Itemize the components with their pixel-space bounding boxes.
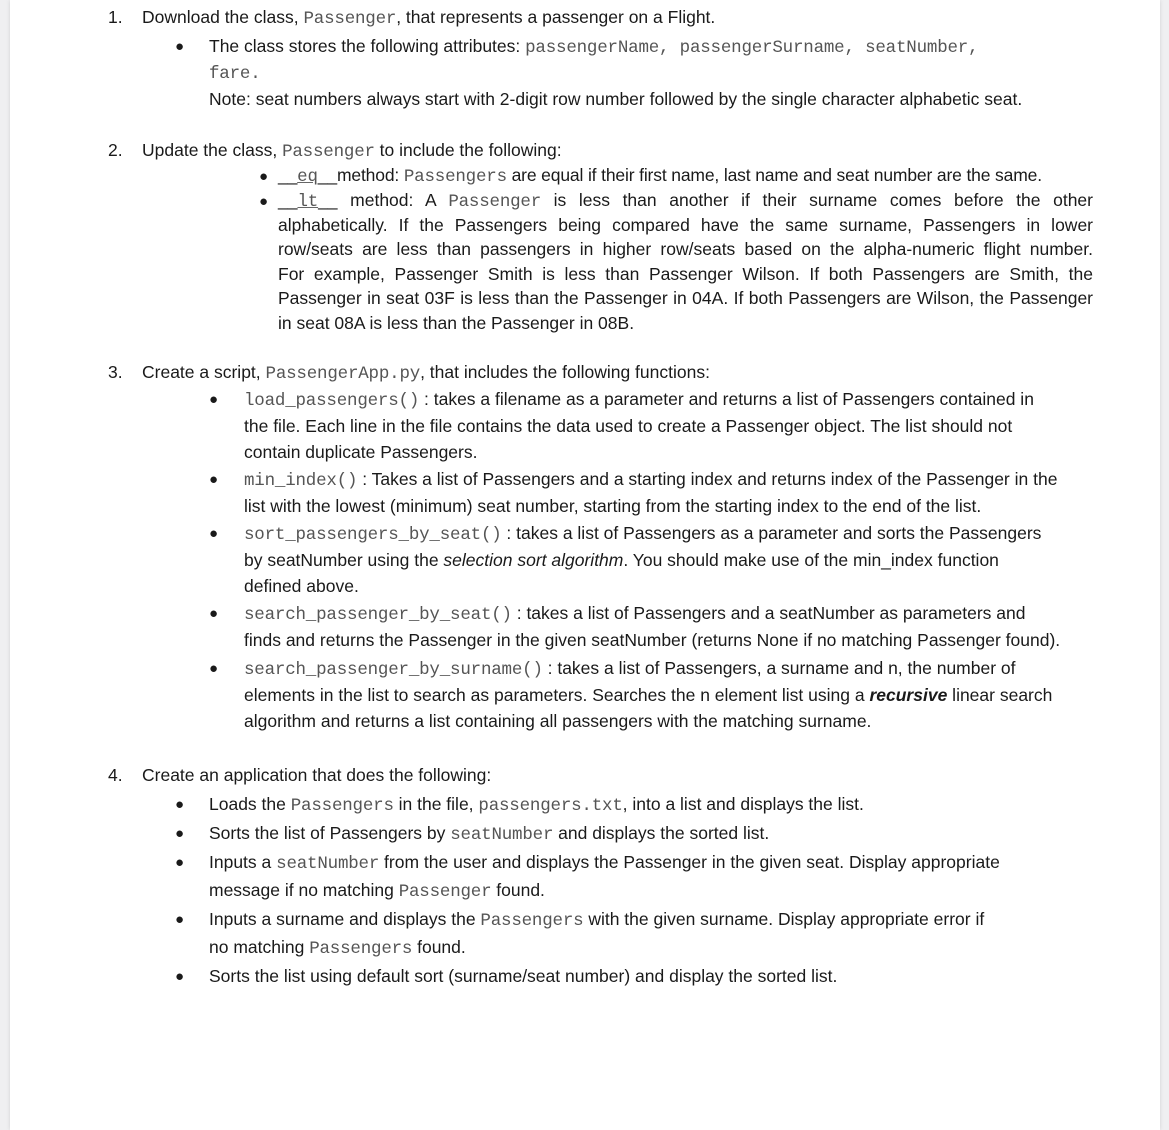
text: , that represents a passenger on a Flight. [396,7,716,27]
text: __ [318,190,338,210]
text-line [244,682,1052,708]
text: Loads the [209,794,291,814]
function-search-passenger-by-seat [244,600,1025,628]
text: The class stores the following attributes: [209,36,526,56]
list-item-continued [209,877,545,905]
text: Download the class, [142,7,304,27]
code-text: Passenger [398,882,492,902]
text: __ [278,190,298,210]
text: and displays the sorted list. [553,823,770,843]
code-text: search_passenger_by_seat() [244,605,512,625]
list-item [209,791,864,819]
text-line: For example, Passenger Smith is less than Passenger Wilson. If both Passengers are Smith, the [278,263,1093,284]
text: Sorts the list of Passengers by [209,823,451,843]
text: : takes a list of Passengers and a seatNumber as parameters and [511,603,1026,623]
section-heading [142,7,715,29]
bullet-icon: ● [209,605,219,622]
text: found. [412,937,466,957]
code-text: sort_passengers_by_seat() [244,525,502,545]
section-heading [142,140,562,162]
bullet-icon: ● [209,471,219,488]
list-item-continued [209,59,261,87]
text: : takes a filename as a parameter and returns a list of Passengers contained in [419,389,1034,409]
text: in the file, [393,794,479,814]
text: . You should make use of the min_index function [623,550,999,570]
text: found. [491,880,545,900]
code-text: passengerName, passengerSurname, seatNumber, [525,38,979,58]
text: is less than another if their surname comes before the other [541,190,1093,210]
document-page [10,0,1160,1130]
bullet-icon: ● [175,38,185,55]
text: linear search [947,685,1053,705]
text: with the given surname. Display appropriate error if [583,909,985,929]
function-search-passenger-by-surname [244,655,1016,683]
bold-italic-text: recursive [869,685,948,705]
bullet-icon: ● [175,911,185,928]
code-text: fare. [209,64,261,84]
bullet-icon: ● [175,796,185,813]
bullet-icon: ● [175,854,185,871]
text: Update the class, [142,140,283,160]
code-text: search_passenger_by_surname() [244,660,543,680]
text-line: finds and returns the Passenger in the given seatNumber (returns None if no matching Passenger found). [244,630,1061,650]
text: Inputs a surname and displays the [209,909,481,929]
function-sort-passengers-by-seat [244,520,1041,548]
code-text: eq [297,167,318,187]
code-text: seatNumber [450,825,554,845]
text: : takes a list of Passengers, a surname and n, the number of [542,658,1016,678]
code-text: Passengers [309,939,413,959]
function-min-index [244,466,1057,494]
text-line: contain duplicate Passengers. [244,442,478,462]
section-number: 2. [108,140,123,160]
text: to include the following: [374,140,562,160]
text-line: row/seats are less than passengers in higher row/seats based on the alpha-numeric flight number. [278,239,1093,259]
list-item [209,820,769,848]
list-item [209,849,1000,877]
list-item: Sorts the list using default sort (surname/seat number) and display the sorted list. [209,966,838,986]
code-text: passengers.txt [478,796,623,816]
text: are equal if their first name, last name and seat number are the same. [506,165,1042,185]
code-text: Passenger [448,192,542,212]
bullet-icon: ● [209,391,219,408]
text-line: alphabetically. If the Passengers being compared have the same surname, Passengers in lower [278,214,1093,235]
text: Inputs a [209,852,277,872]
bullet-icon: ● [175,968,185,985]
code-text: Passenger [282,142,375,162]
bullet-icon: ● [259,193,269,210]
list-item-continued [209,934,466,962]
bullet-icon: ● [209,525,219,542]
text: : takes a list of Passengers as a parameter and sorts the Passengers [501,523,1042,543]
text-line [278,163,1093,188]
function-load-passengers [244,386,1034,414]
code-text: lt [297,192,319,212]
list-item [209,33,978,61]
text-line: Passenger in seat 03F is less than the Passenger in 04A. If both Passengers are Wilson, the Passenger [278,288,1093,308]
code-text: Passengers [480,911,584,931]
code-text: seatNumber [276,854,380,874]
list-item-eq [278,163,1093,188]
text-line: list with the lowest (minimum) seat number, starting from the starting index to the end of the list. [244,496,982,516]
text: , into a list and displays the list. [622,794,864,814]
text: no matching [209,937,310,957]
section-number: 3. [108,362,123,382]
code-text: Passengers [403,167,507,187]
text-line: the file. Each line in the file contains the data used to create a Passenger object. The list should not [244,416,1013,436]
bullet-icon: ● [175,825,185,842]
text-line: algorithm and returns a list containing all passengers with the matching surname. [244,711,872,731]
code-text: load_passengers() [244,391,420,411]
bullet-icon: ● [209,660,219,677]
code-text: Passenger [303,9,397,29]
text: Create a script, [142,362,266,382]
list-item [209,906,984,934]
text-line [278,188,1093,213]
bullet-icon: ● [259,168,269,185]
section-heading: Create an application that does the following: [142,765,492,785]
italic-text: selection sort algorithm [443,550,624,570]
text-line: in seat 08A is less than the Passenger in 08B. [278,312,635,333]
text-line [244,547,999,573]
text: method: [336,165,404,185]
note-text: Note: seat numbers always start with 2-digit row number followed by the single character alphabetic seat. [209,89,1023,109]
text: from the user and displays the Passenger in the given seat. Display appropriate [379,852,1000,872]
code-text: min_index() [244,471,358,491]
code-text: PassengerApp.py [265,364,421,384]
text: method: A [337,190,449,210]
section-number: 1. [108,7,123,27]
section-heading [142,362,710,384]
code-text: Passengers [290,796,394,816]
text-line: defined above. [244,576,359,596]
text: message if no matching [209,880,399,900]
list-item-lt [278,188,1093,335]
text: __ [317,165,337,185]
text: elements in the list to search as parameters. Searches the n element list using a [244,685,870,705]
text: , that includes the following functions: [420,362,710,382]
section-number: 4. [108,765,123,785]
text: : Takes a list of Passengers and a starting index and returns index of the Passenger in the [357,469,1058,489]
text: by seatNumber using the [244,550,444,570]
text: __ [278,165,298,185]
